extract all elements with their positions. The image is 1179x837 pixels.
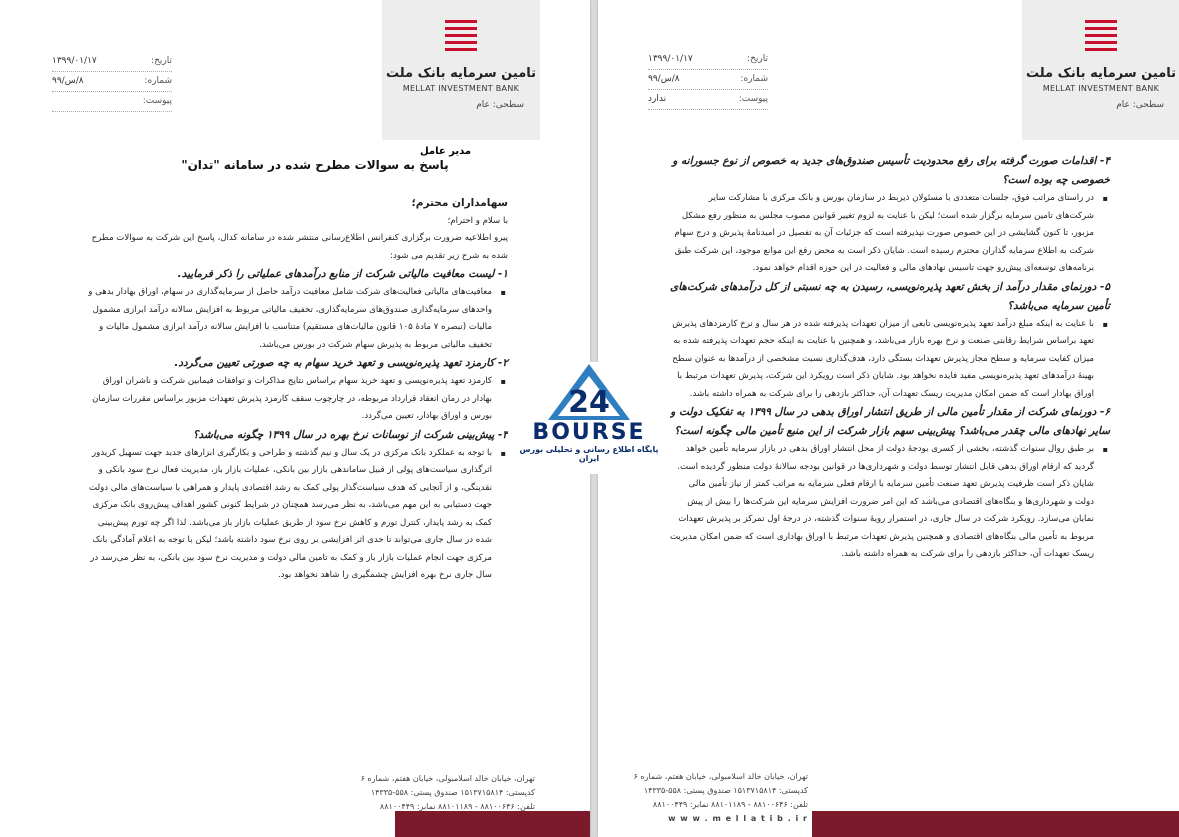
letter-body-1 — [88, 195, 508, 585]
letter-body-2 — [670, 152, 1110, 564]
question-1: ۱- لیست معافیت مالیاتی شرکت از منابع درآمدهای عملیاتی را ذکر فرمایید. — [177, 268, 508, 280]
svg-text:24: 24 — [568, 385, 610, 420]
footer-website: w w w . m e l l a t i b . i r — [668, 814, 808, 823]
intro-paragraph: پیرو اطلاعیه ضرورت برگزاری کنفرانس اطلاع‌رسانی منتشر شده در سامانه کدال، پاسخ این شرکت به سوالات مطرح شده به شرح زیر تقدیم می شود: — [91, 233, 508, 261]
letter-meta — [648, 50, 768, 110]
question-2: ۲- کارمزد تعهد پذیره‌نویسی و تعهد خرید سهام به چه صورتی تعیین می‌گردد. — [174, 357, 508, 369]
logo-name-fa: تامین سرمایه بانک ملت — [385, 66, 537, 81]
answer-3: ▪ با توجه به عملکرد بانک مرکزی در یک سال و نیم گذشته و طراحی و بکارگیری ابزارهای جدید جهت تسهیل کریدور اثرگذاری سیاست‌های پولی از قبیل ساماندهی بازار بین بانکی، عملیات بازار باز، مدیریت فعال نرخ سود بانکی و نقدینگی، و از آنجایی که هدف سیاست‌گذار پولی کمک به رشد اقتصادی پایدار و همراهی با سیاست‌های مالی دولت جهت دستیابی به این مهم می‌باشد، به نظر می‌رسد همچنان در شرایط کنونی کشور اهداف پیش‌روی بانک مرکزی کمک به رشد پایدار، کنترل تورم و کاهش نرخ سود از طریق عملیات بازار باز می‌باشد. لذا اگر چه تورم پیش‌بینی شده در سال جاری می‌تواند تا حدی اثر افزایشی بر روی نرخ سود داشته باشد؛ لیکن با توجه به اعلام آمادگی بانک مرکزی جهت انجام عملیات بازار باز و کمک به تامین مالی دولت و مدیریت نرخ سود بین بانکی، به نظر می‌رسد در سال جاری نرخ بهره افزایش چشمگیری را شاهد نخواهد بود. — [88, 445, 508, 585]
answer-5: ▪ با عنایت به اینکه مبلغ درآمد تعهد پذیره‌نویسی تابعی از میزان تعهدات پذیرفته شده در هر سال و نرخ کارمزدهای پذیرش تعهد براساس شرایط رقابتی صنعت و نرخ بهره بازار می‌باشد، و همچنین با عنایت به اینکه حجم تعهدات پذیرفته شده به میزان کفایت سرمایه و سطح مجاز پذیرش تعهدات بستگی دارد، هدف‌گذاری نسبت مشخصی از درآمدها به عنوان سطح بهینهٔ درآمدهای تعهد پذیره‌نویسی مفید فایده نخواهد بود. شایان ذکر است رویکرد این شرکت، پذیرش تعهدات مرتبط با اوراق بهادار است که ضمن امکان مدیریت ریسک تعهدات آن، حداکثر بازدهی را برای شرکت به همراه داشته باشد. — [670, 316, 1110, 404]
footer-line-3: تلفن: ۸۸۱۰۰۶۴۶ - ۸۸۱۰۱۱۸۹ نمابر: ۸۸۱۰۰۴۴۹ — [379, 802, 535, 811]
footer-line-2: کدپستی: ۱۵۱۳۷۱۵۸۱۴ صندوق پستی: ۵۵۸-۱۴۳۳۵ — [370, 788, 535, 797]
question-3: ۳- پیش‌بینی شرکت از نوسانات نرخ بهره در سال ۱۳۹۹ چگونه می‌باشد؟ — [192, 428, 508, 441]
classification-label: سطحی: عام — [476, 100, 524, 110]
footer-line-1: تهران، خیابان خالد اسلامبولی، خیابان هفتم، شماره ۶ — [633, 772, 808, 781]
meta-date: تاریخ: ۱۳۹۹/۰۱/۱۷ — [648, 50, 768, 70]
footer-address — [628, 770, 808, 826]
salutation: سهامداران محترم؛ — [411, 197, 508, 209]
recipient-label: مدیر عامل — [420, 146, 472, 157]
bourse24-watermark — [508, 362, 670, 474]
footer-bar — [395, 811, 590, 837]
meta-attachment: پیوست: ندارد — [648, 90, 768, 110]
watermark-tagline: پایگاه اطلاع رسانی و تحلیلی بورس ایران — [519, 445, 659, 463]
logo-stripes-icon — [1085, 20, 1117, 55]
letter-page-2 — [598, 0, 1179, 837]
answer-4: ▪ در راستای مراتب فوق، جلسات متعددی با مسئولان ذیربط در سازمان بورس و بانک مرکزی با مشارکت سایر شرکت‌های تامین سرمایه برگزار شده است؛ لیکن با عنایت به لزوم تغییر قوانین مصوب مجلس به منظور رفع مشکل مزبور، تا کنون گشایشی در این خصوص صورت نپذیرفته است که جزئیات آن به تفصیل در امیدنامهٔ پذیرش و درج سهام شرکت به اطلاع سرمایه گذاران محترم رسیده است. شایان ذکر است به محض رفع این موانع موجود، این شرکت طبق برنامه‌های توسعه‌ای پیش‌رو جهت تاسیس نهادهای مالی و فعالیت در این حوزه اقدام خواهد نمود. — [670, 190, 1110, 278]
watermark-brand: BOURSE — [532, 420, 646, 445]
footer-line-2: کدپستی: ۱۵۱۳۷۱۵۸۱۴ صندوق پستی: ۵۵۸-۱۴۳۳۵ — [643, 786, 808, 795]
meta-attachment: پیوست: — [52, 92, 172, 112]
question-4: ۴- اقدامات صورت گرفته برای رفع محدودیت تأسیس صندوق‌های جدید به خصوص از نوع جسورانه و خصوصی چه بوده است؟ — [672, 155, 1110, 186]
logo-name-en: MELLAT INVESTMENT BANK — [402, 84, 520, 93]
answer-1: ▪ معافیت‌های مالیاتی فعالیت‌های شرکت شامل معافیت درآمد حاصل از سرمایه‌گذاری در سهام، اوراق بهادار بدهی و واحدهای سرمایه‌گذاری صندوق‌های سرمایه‌گذاری، تخفیف مالیاتی مربوط به افزایش سالانه درآمد ابرازی مشمول مالیات (تبصره ۷ مادهٔ ۱۰۵ قانون مالیات‌های مستقیم) متناسب با افزایش سالانه درآمد ابرازی مشمول مالیات و تخفیف مالیاتی مربوط به پذیرش سهام شرکت در بورس می‌باشد. — [88, 284, 508, 354]
bourse24-logo-icon — [544, 362, 634, 424]
logo-name-fa: تامین سرمایه بانک ملت — [1025, 66, 1177, 81]
letter-meta — [52, 52, 172, 112]
footer-bar — [812, 811, 1179, 837]
question-6: ۶- دورنمای شرکت از مقدار تأمین مالی از طریق انتشار اوراق بدهی در سال ۱۳۹۹ به تفکیک دولت و سایر نهادهای مالی چقدر می‌باشد؟ پیش‌بینی سهم بازار شرکت از این منبع تأمین مالی چگونه است؟ — [670, 406, 1110, 437]
question-5: ۵- دورنمای مقدار درآمد از بخش تعهد پذیره‌نویسی، رسیدن به چه نسبتی از کل درآمدهای شرکت‌های تأمین سرمایه می‌باشد؟ — [670, 280, 1110, 312]
answer-6: ▪ بر طبق روال سنوات گذشته، بخشی از کسری بودجهٔ دولت از محل انتشار اوراق بدهی در بازار سرمایه تأمین خواهد گردید که ارقام اوراق بدهی قابل انتشار توسط دولت و شهرداری‌ها در قوانین بودجه سالانهٔ دولت منظور گردیده است. شایان ذکر است ظرفیت پذیرش تعهد صنعت تأمین سرمایه با ارقام فعلی سرمایه به مراتب کمتر از نیاز تأمین مالی دولت و شهرداری‌ها و بنگاه‌های اقتصادی می‌باشد که این امر ضرورت افزایش سرمایه این شرکت‌ها را بیش از پیش نمایان می‌سازد. رویکرد شرکت در سال جاری، در استمرار رویهٔ سنوات گذشته، در درجهٔ اول تمرکز بر پذیرش تعهدات مربوط به تأمین مالی بنگاه‌های اقتصادی و همچنین پذیرش تعهدات مرتبط با اوراق بهاداری است که ضمن امکان مدیریت ریسک تعهدات آن، حداکثر بازدهی را برای شرکت به همراه داشته باشد. — [670, 441, 1110, 564]
footer-line-1: تهران، خیابان خالد اسلامبولی، خیابان هفتم، شماره ۶ — [360, 774, 535, 783]
greeting: با سلام و احترام؛ — [447, 215, 508, 226]
logo-name-en: MELLAT INVESTMENT BANK — [1042, 84, 1160, 93]
company-logo — [1022, 0, 1179, 140]
letter-title: پاسخ به سوالات مطرح شده در سامانه "تدان" — [181, 158, 449, 172]
footer-line-3: تلفن: ۸۸۱۰۰۶۴۶ - ۸۸۱۰۱۱۸۹ نمابر: ۸۸۱۰۰۴۴۹ — [652, 800, 808, 809]
classification-label: سطحی: عام — [1116, 100, 1164, 110]
meta-number: شماره: ۸/س/۹۹ — [648, 70, 768, 90]
answer-2: ▪ کارمزد تعهد پذیره‌نویسی و تعهد خرید سهام براساس نتایج مذاکرات و توافقات فیمابین شرکت و ناشران اوراق بهادار در زمان انعقاد قرارداد مربوطه، در چارچوب سقف کارمزد پذیرش تعهدات مزبور براساس مقررات سازمان بورس و اوراق بهادار، تعیین می‌گردد. — [88, 373, 508, 426]
logo-stripes-icon — [445, 20, 477, 55]
meta-date: تاریخ: ۱۳۹۹/۰۱/۱۷ — [52, 52, 172, 72]
company-logo — [382, 0, 540, 140]
meta-number: شماره: ۸/س/۹۹ — [52, 72, 172, 92]
